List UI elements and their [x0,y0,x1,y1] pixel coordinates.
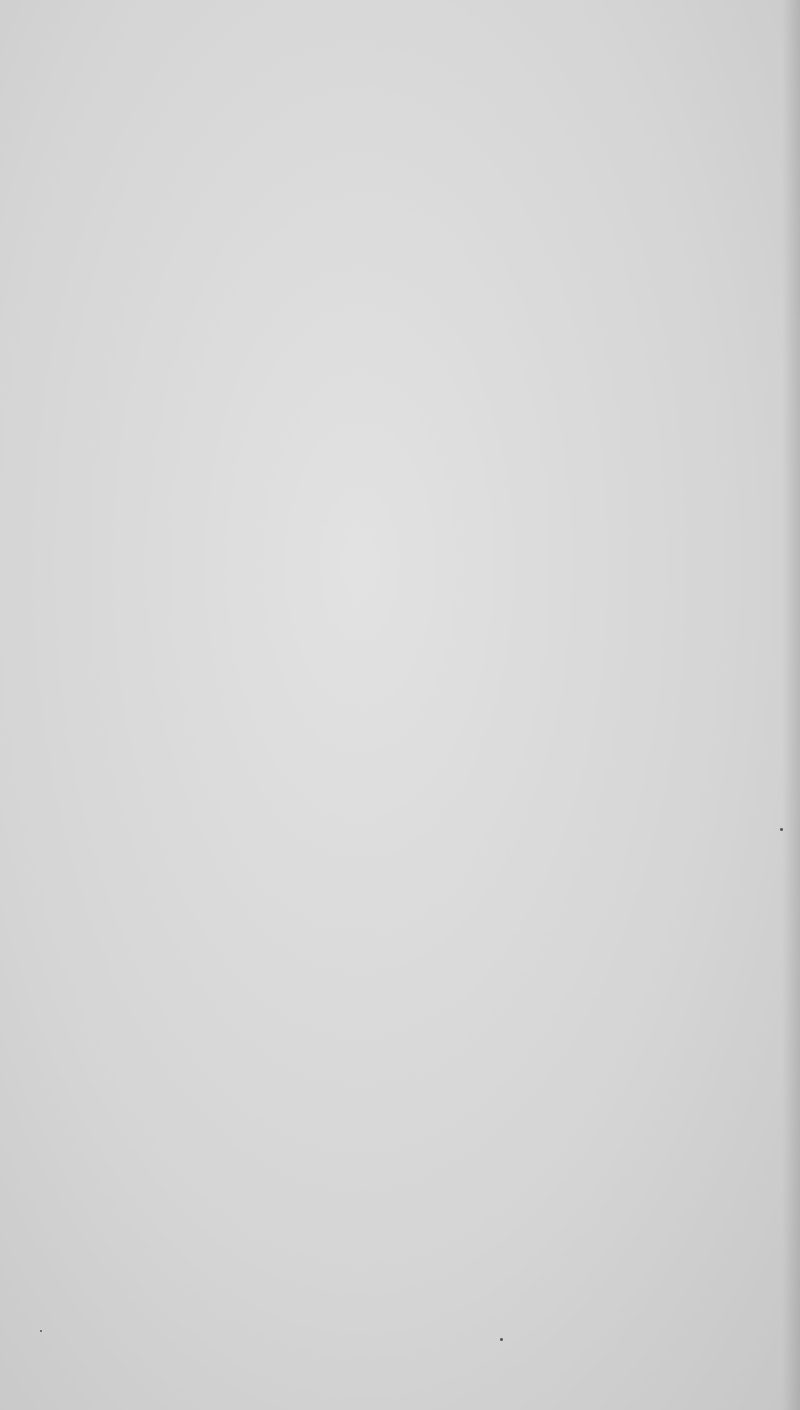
text-line [76,141,776,167]
text-line [76,874,776,900]
text-line [76,1163,776,1189]
text-line [76,508,776,534]
text-line [76,665,776,691]
text-line [76,298,776,324]
text-line [76,691,776,717]
text-line [76,1215,776,1241]
text-line [76,429,776,455]
page-edge-shadow [782,0,800,1410]
text-line [76,1110,776,1136]
text-line [76,979,776,1005]
text-line [76,1267,776,1293]
text-line [76,272,776,298]
text-line [76,115,776,141]
text-line [76,1084,776,1110]
text-line [76,744,776,770]
text-line [76,953,776,979]
text-line [76,455,776,481]
paper-speck [40,1330,42,1332]
text-line [76,586,776,612]
text-line [76,1241,776,1267]
text-line [76,560,776,586]
text-line [76,927,776,953]
paper-speck [780,828,783,831]
text-line [76,482,776,508]
text-line [76,377,776,403]
text-line [76,796,776,822]
text-line [76,246,776,272]
text-line [76,613,776,639]
text-line [76,639,776,665]
text-line [76,534,776,560]
text-line [76,822,776,848]
paper-speck [500,1338,503,1341]
text-line [76,403,776,429]
text-line [76,901,776,927]
text-line [76,1032,776,1058]
page-header [74,80,780,114]
text-line [76,351,776,377]
text-line [76,717,776,743]
text-line [76,167,776,193]
text-line [76,220,776,246]
text-line [76,325,776,351]
text-line [76,848,776,874]
text-line [76,1058,776,1084]
text-line [76,770,776,796]
text-line [76,1005,776,1031]
body-text [76,115,776,1293]
text-line [76,1136,776,1162]
text-line [76,194,776,220]
text-line [76,1189,776,1215]
